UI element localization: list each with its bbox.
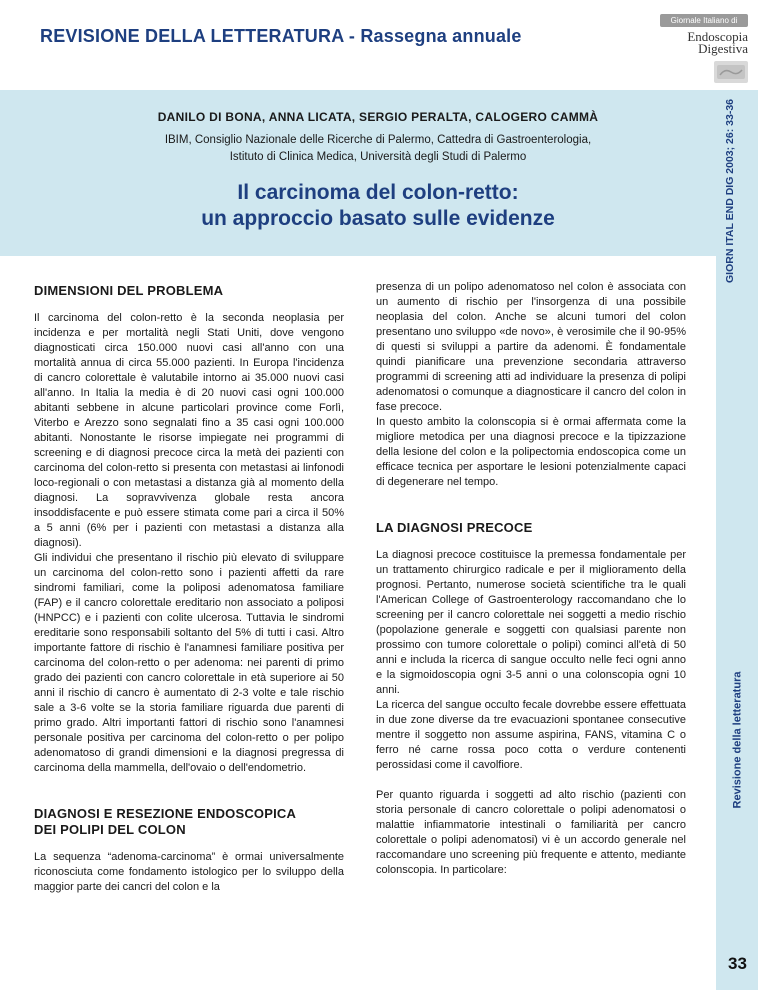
heading-dimensioni: DIMENSIONI DEL PROBLEMA xyxy=(34,283,224,298)
paragraph-4: presenza di un polipo adenomatoso nel colon è associata con un aumento di rischio per l'insorgenza di una possibile neoplasia del colon. Anche se alcuni tumori del colon presentano uno sviluppo «de novo», è verosimile che il 90-95% di questi si sviluppi a partire da adenomi. È fondamentale quindi pianificare una prevenzione secondaria attraverso programmi di screening atti ad individuare la presenza di polipi adenomatosi o comunque a diagnosticare il cancro del colon in fase precoce. xyxy=(376,281,686,413)
section-label-vertical: Revisione della letteratura xyxy=(731,671,744,809)
heading-diagnosi-resezione xyxy=(34,806,344,838)
heading-line2: DEI POLIPI DEL COLON xyxy=(34,822,186,837)
journal-name-line2: Digestiva xyxy=(698,41,748,56)
affiliation-line2: Istituto di Clinica Medica, Università degli Studi di Palermo xyxy=(229,151,527,163)
right-column xyxy=(376,280,686,878)
heading-line1: DIAGNOSI E RESEZIONE ENDOSCOPICA xyxy=(34,806,297,821)
journal-tag: Giornale Italiano di xyxy=(660,14,748,27)
article-title xyxy=(40,180,716,232)
paragraph-5: In questo ambito la colonscopia si è ormai affermata come la migliore metodica per una diagnosi precoce e la tipizzazione della lesione del colon e la polipectomia endoscopica come un efficace tecnica per asportare le lesioni potenzialmente capaci di degenerare nel tempo. xyxy=(376,416,686,488)
paragraph-3: La sequenza “adenoma-carcinoma” è ormai universalmente riconosciuta come fondamento istologico per lo sviluppo della maggior parte dei cancri del colon e la xyxy=(34,851,344,893)
paragraph-6: La diagnosi precoce costituisce la premessa fondamentale per un trattamento chirurgico radicale e per il miglioramento della prognosi. Pertanto, numerose società scientifiche tra le quali l'American College of Gastroenterology raccomandano che lo screening per il cancro colorettale nei soggetti a medio rischio (popolazione generale e soggetti con qualsiasi parente non prossimo con tumore colorettale o polipi) cominci all'età di 50 anni e includa la ricerca di sangue occulto nelle feci ogni anno e la sigmoidoscopia ogni 3-5 anni o una colonscopia ogni 10 anni. xyxy=(376,549,686,696)
heading-diagnosi-precoce: LA DIAGNOSI PRECOCE xyxy=(376,520,533,535)
citation-vertical: GIORN ITAL END DIG 2003; 26: 33-36 xyxy=(724,98,737,284)
affiliation xyxy=(40,132,716,166)
title-line2: un approccio basato sulle evidenze xyxy=(201,207,555,230)
section-header: REVISIONE DELLA LETTERATURA - Rassegna annuale xyxy=(40,26,522,46)
authors: DANILO DI BONA, ANNA LICATA, SERGIO PERALTA, CALOGERO CAMMÀ xyxy=(157,110,599,124)
paragraph-2: Gli individui che presentano il rischio più elevato di sviluppare un carcinoma del colon-retto sono i pazienti affetti da rare sindromi familiari, come la poliposi adenomatosa familiare (FAP) e il cancro colorettale ereditario non associato a poliposi (HNPCC) e i pazienti con colite ulcerosa. Tuttavia le sindromi ereditarie sono responsabili soltanto del 5% di tutti i casi. Altro importante fattore di rischio è l'anamnesi familiare positiva per carcinoma del colon-retto o per adenoma: nei parenti di primo grado dei pazienti con cancro colorettale in età superiore ai 50 anni il rischio di cancro è aumentato di 2-3 volte e tale rischio sale a 3-6 volte se la storia familiare riguarda due parenti di primo grado. Altri importanti fattori di rischio sono l'anamnesi personale positiva per carcinoma del colon-retto o per polipo adenomatoso di grandi dimensioni e la diagnosi pregressa di carcinoma della mammella, dell'ovaio o dell'endometrio. xyxy=(34,552,344,774)
journal-logo xyxy=(660,14,748,90)
left-column xyxy=(34,283,344,895)
paragraph-8: Per quanto riguarda i soggetti ad alto rischio (pazienti con storia personale di cancro colorettale o polipi adenomatosi o malattie infiammatorie intestinali o familiarità per cancro colorettale o polipi adenomatosi) vi è un accordo generale nel raccomandare uno screening più frequente e attento, mediante colonscopia. In particolare: xyxy=(376,789,686,876)
journal-name-line1: Endoscopia xyxy=(687,29,748,44)
journal-emblem-icon xyxy=(714,61,748,83)
page-number: 33 xyxy=(728,954,747,973)
paragraph-7: La ricerca del sangue occulto fecale dovrebbe essere effettuata in due zone diverse da tre evacuazioni spontanee consecutive mentre il soggetto non assume aspirina, FANS, vitamina C o ferro né carne rossa poco cotta o verdure contenenti perossidasi come il cavolfiore. xyxy=(376,699,686,771)
paragraph-1: Il carcinoma del colon-retto è la seconda neoplasia per incidenza e per mortalità negli Stati Uniti, dove vengono diagnosticati circa 150.000 nuovi casi all'anno con una mortalità annua di circa 55.000 pazienti. In Europa l'incidenza di cancro colorettale è valutabile intorno ai 35.000 nuovi casi all'anno. In Italia la media è di 20 nuovi casi ogni 100.000 abitanti sebbene in alcune particolari province come Forlì, Viterbo e Arezzo sono segnalati fino a 35 casi ogni 100.000 abitanti. Nonostante le risorse impiegate nei programmi di screening e di diagnosi precoce circa la metà dei pazienti con carcinoma del colon-retto si presenta con metastasi ai linfonodi loco-regionali o con metastasi a distanza già al momento della diagnosi. La sopravvivenza globale resta ancora insoddisfacente e può essere stimata come pari a circa il 50% a 5 anni (6% per i pazienti con metastasi a distanza alla diagnosi). xyxy=(34,312,344,549)
affiliation-line1: IBIM, Consiglio Nazionale delle Ricerche di Palermo, Cattedra di Gastroenterologia, xyxy=(164,134,592,146)
title-line1: Il carcinoma del colon-retto: xyxy=(237,181,519,204)
